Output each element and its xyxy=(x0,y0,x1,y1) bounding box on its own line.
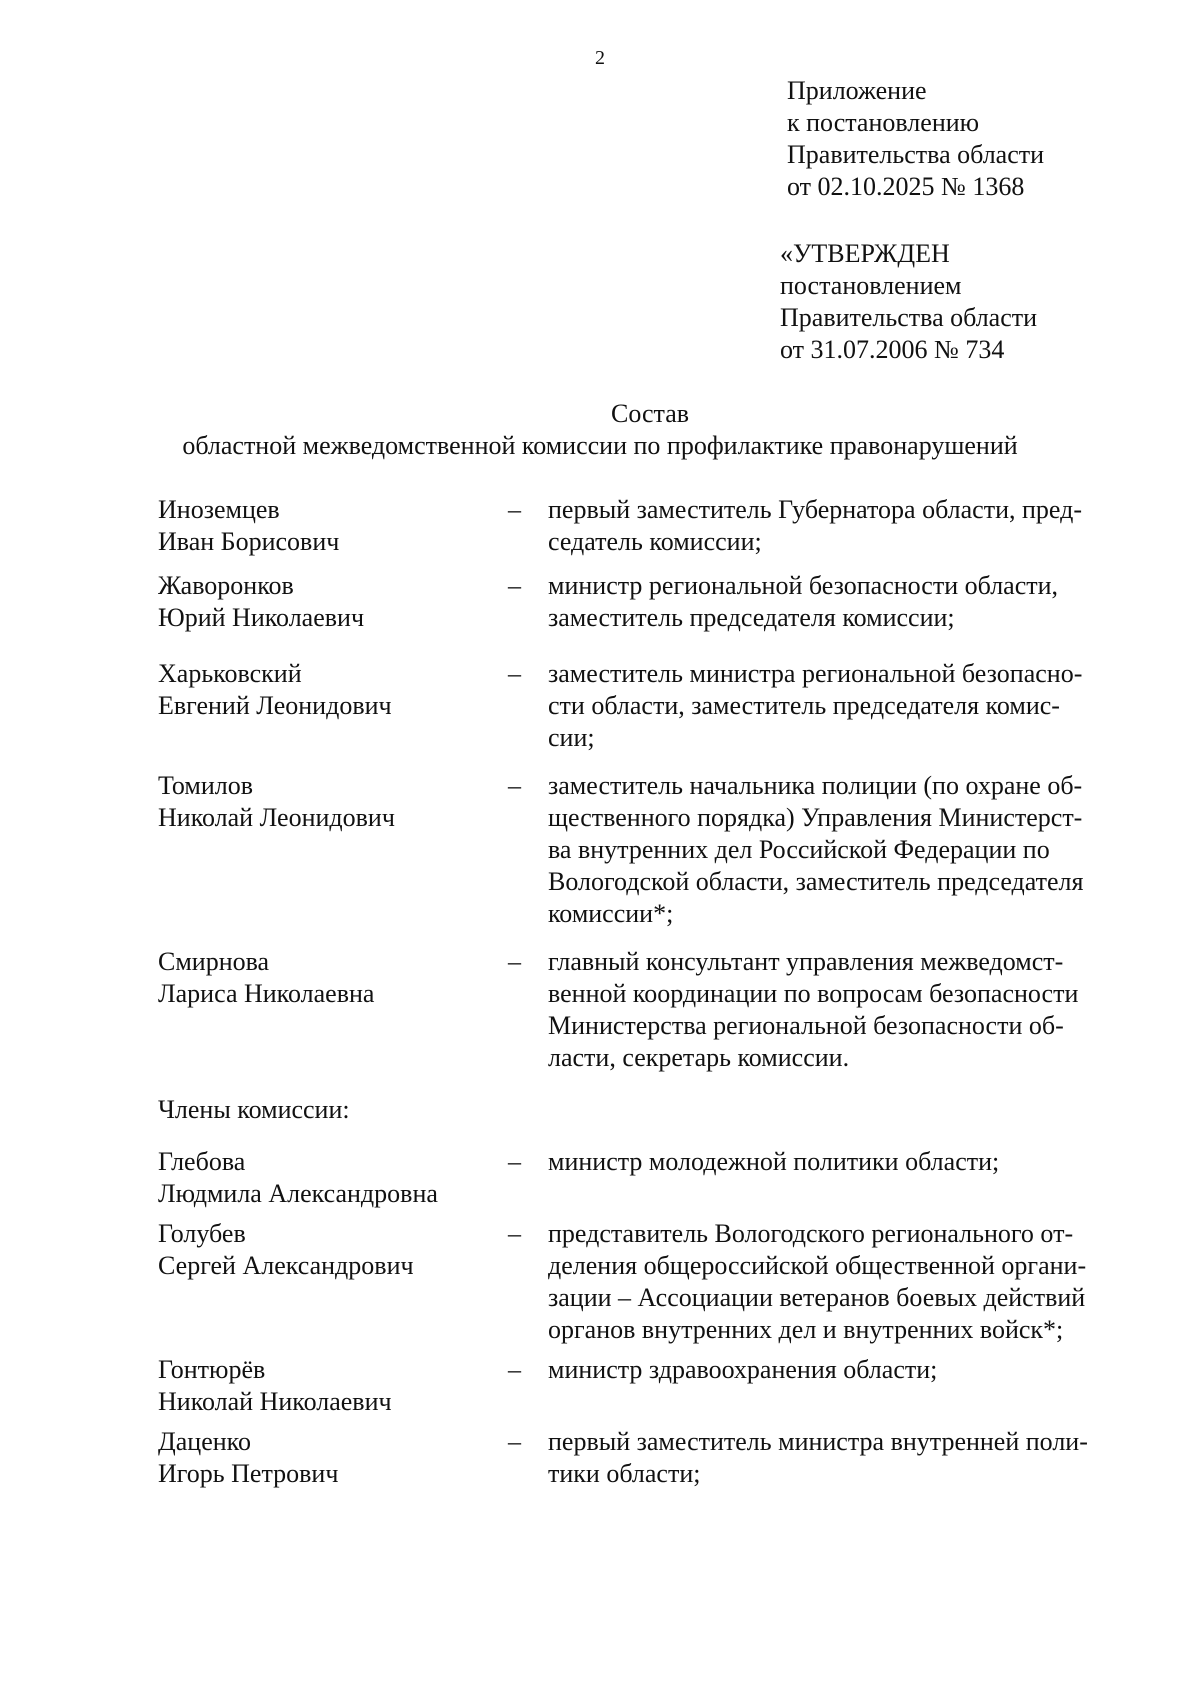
position-line: ласти, секретарь комиссии. xyxy=(548,1043,850,1072)
appendix-block xyxy=(787,75,1044,203)
member-dash: – xyxy=(508,571,521,600)
member-name xyxy=(158,946,508,1074)
position-line: заместитель начальника полиции (по охране об- xyxy=(548,771,1083,800)
member-name xyxy=(158,1218,508,1346)
position-line: Вологодской области, заместитель председателя xyxy=(548,867,1084,896)
member-row xyxy=(158,1426,1138,1490)
member-position xyxy=(548,658,1138,754)
position-line: министр региональной безопасности области, xyxy=(548,571,1059,600)
member-row xyxy=(158,1354,1138,1418)
member-dash: – xyxy=(508,1427,521,1456)
leadership-list xyxy=(158,494,1138,1074)
member-surname: Иноземцев xyxy=(158,495,280,524)
position-line: сии; xyxy=(548,723,595,752)
appendix-line: Правительства области xyxy=(787,140,1045,169)
member-given-name: Евгений Леонидович xyxy=(158,691,392,720)
position-line: зации – Ассоциации ветеранов боевых действий xyxy=(548,1283,1086,1312)
member-surname: Харьковский xyxy=(158,659,302,688)
member-given-name: Лариса Николаевна xyxy=(158,979,375,1008)
member-name xyxy=(158,494,508,558)
member-given-name: Сергей Александрович xyxy=(158,1251,414,1280)
member-surname: Глебова xyxy=(158,1147,246,1176)
position-line: щественного порядка) Управления Министерст- xyxy=(548,803,1083,832)
member-position xyxy=(548,1354,1138,1418)
appendix-line: Приложение xyxy=(787,76,927,105)
member-dash: – xyxy=(508,495,521,524)
appendix-line: от 02.10.2025 № 1368 xyxy=(787,172,1025,201)
member-dash: – xyxy=(508,771,521,800)
position-line: ва внутренних дел Российской Федерации по xyxy=(548,835,1050,864)
position-line: министр молодежной политики области; xyxy=(548,1147,1000,1176)
approved-line: «УТВЕРЖДЕН xyxy=(780,239,950,268)
member-row xyxy=(158,658,1138,754)
member-dash: – xyxy=(508,1219,521,1248)
commission-composition xyxy=(158,494,1138,1490)
position-line: главный консультант управления межведомст- xyxy=(548,947,1064,976)
member-dash: – xyxy=(508,659,521,688)
member-given-name: Игорь Петрович xyxy=(158,1459,339,1488)
position-line: тики области; xyxy=(548,1459,701,1488)
position-line: заместитель председателя комиссии; xyxy=(548,603,955,632)
position-line: комиссии*; xyxy=(548,899,674,928)
member-surname: Голубев xyxy=(158,1219,246,1248)
title-line-1: Состав xyxy=(610,399,690,428)
member-given-name: Николай Николаевич xyxy=(158,1387,392,1416)
position-line: Министерства региональной безопасности об- xyxy=(548,1011,1064,1040)
member-position xyxy=(548,946,1138,1074)
member-surname: Жаворонков xyxy=(158,571,294,600)
member-row xyxy=(158,570,1138,634)
member-position xyxy=(548,1426,1138,1490)
position-line: деления общероссийской общественной органи- xyxy=(548,1251,1087,1280)
member-position xyxy=(548,494,1138,558)
position-line: министр здравоохранения области; xyxy=(548,1355,938,1384)
member-name xyxy=(158,1146,508,1210)
position-line: заместитель министра региональной безопасно- xyxy=(548,659,1083,688)
member-position xyxy=(548,570,1138,634)
members-header: Члены комиссии: xyxy=(158,1095,350,1124)
position-line: первый заместитель Губернатора области, пред- xyxy=(548,495,1082,524)
document-title xyxy=(0,398,1200,462)
member-name xyxy=(158,1426,508,1490)
position-line: органов внутренних дел и внутренних войск*; xyxy=(548,1315,1064,1344)
approved-line: Правительства области xyxy=(780,303,1038,332)
member-position xyxy=(548,770,1138,930)
member-row xyxy=(158,1218,1138,1346)
position-line: первый заместитель министра внутренней поли- xyxy=(548,1427,1088,1456)
member-position xyxy=(548,1218,1138,1346)
approved-line: постановлением xyxy=(780,271,962,300)
member-given-name: Юрий Николаевич xyxy=(158,603,365,632)
member-surname: Гонтюрёв xyxy=(158,1355,266,1384)
member-surname: Томилов xyxy=(158,771,254,800)
member-given-name: Иван Борисович xyxy=(158,527,340,556)
member-surname: Смирнова xyxy=(158,947,270,976)
member-row xyxy=(158,494,1138,558)
approved-line: от 31.07.2006 № 734 xyxy=(780,335,1005,364)
page-number: 2 xyxy=(595,47,605,69)
member-dash: – xyxy=(508,1147,521,1176)
member-row xyxy=(158,1146,1138,1210)
title-line-2: областной межведомственной комиссии по профилактике правонарушений xyxy=(182,431,1018,460)
member-name xyxy=(158,570,508,634)
member-row xyxy=(158,946,1138,1074)
position-line: венной координации по вопросам безопасности xyxy=(548,979,1079,1008)
position-line: представитель Вологодского регионального от- xyxy=(548,1219,1074,1248)
position-line: сти области, заместитель председателя комис- xyxy=(548,691,1060,720)
member-name xyxy=(158,770,508,930)
member-row xyxy=(158,770,1138,930)
members-list xyxy=(158,1146,1138,1490)
position-line: седатель комиссии; xyxy=(548,527,762,556)
member-dash: – xyxy=(508,947,521,976)
member-dash: – xyxy=(508,1355,521,1384)
member-given-name: Николай Леонидович xyxy=(158,803,395,832)
member-surname: Даценко xyxy=(158,1427,251,1456)
approved-block xyxy=(780,238,1037,366)
member-name xyxy=(158,1354,508,1418)
member-name xyxy=(158,658,508,754)
appendix-line: к постановлению xyxy=(787,108,980,137)
member-position xyxy=(548,1146,1138,1210)
member-given-name: Людмила Александровна xyxy=(158,1179,438,1208)
